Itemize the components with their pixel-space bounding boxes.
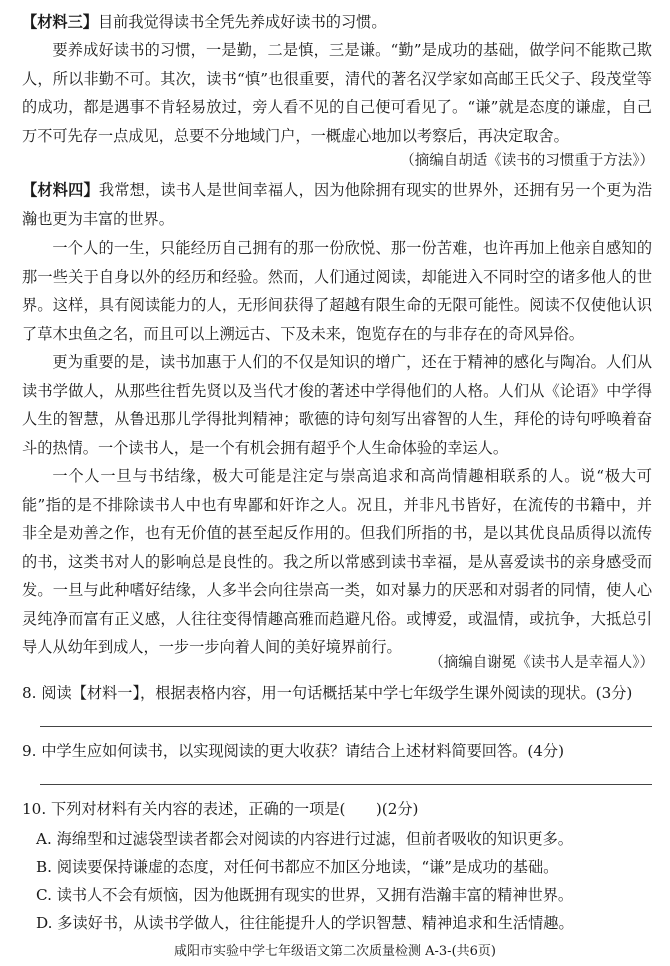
option-c[interactable]: C. 读书人不会有烦恼，因为他既拥有现实的世界，又拥有浩瀚丰富的精神世界。 xyxy=(36,886,574,904)
page-footer: 咸阳市实验中学七年级语文第二次质量检测 A-3-(共6页) xyxy=(174,944,496,959)
material4-source: （摘编自谢冕《读书人是幸福人》） xyxy=(429,655,654,671)
material3-intro-text: 目前我觉得读书全凭先养成好读书的习惯。 xyxy=(97,13,387,31)
material4-intro xyxy=(22,176,652,233)
answer-line-q8[interactable] xyxy=(40,726,652,727)
answer-line-q9[interactable] xyxy=(40,784,652,785)
question-8: 8. 阅读【材料一】，根据表格内容，用一句话概括某中学七年级学生课外阅读的现状。(3分) xyxy=(22,684,633,702)
option-a[interactable]: A. 海绵型和过滤袋型读者都会对阅读的内容进行过滤，但前者吸收的知识更多。 xyxy=(36,830,573,848)
material4-paragraph-2: 更为重要的是，读书加惠于人们的不仅是知识的增广，还在于精神的感化与陶冶。人们从读书学做人，从那些往哲先贤以及当代才俊的著述中学得他们的人格。人们从《论语》中学得人生的智慧，从鲁迅那儿学得批判精神；歌德的诗句刻写出睿智的人生，拜伦的诗句呼唤着奋斗的热情。一个读书人，是一个有机会拥有超乎个人生命体验的幸运人。 xyxy=(22,353,652,457)
material3-intro xyxy=(22,8,652,36)
material4-paragraph-3: 一个人一旦与书结缘，极大可能是注定与崇高追求和高尚情趣相联系的人。说“极大可能”指的是不排除读书人中也有卑鄙和奸诈之人。况且，并非凡书皆好，在流传的书籍中，并非全是劝善之作，也有无价值的甚至起反作用的。但我们所指的书，是以其优良品质得以流传的书，这类书对人的影响总是良性的。我之所以常感到读书幸福，是从喜爱读书的亲身感受而发。一旦与此种嗜好结缘，人多半会向往崇高一类，如对暴力的厌恶和对弱者的同情，使人心灵纯净而富有正义感，人往往变得情趣高雅而趋避凡俗。或博爱，或温情，或抗争，大抵总引导人从幼年到成人，一步一步向着人间的美好境界前行。 xyxy=(22,467,652,656)
option-d[interactable]: D. 多读好书，从读书学做人，往往能提升人的学识智慧、精神追求和生活情趣。 xyxy=(36,914,574,932)
material4-paragraph-1: 一个人的一生，只能经历自己拥有的那一份欣悦、那一份苦难，也许再加上他亲自感知的那一些关于自身以外的经历和经验。然而，人们通过阅读，却能进入不同时空的诸多他人的世界。这样，具有阅读能力的人，无形间获得了超越有限生命的无限可能性。阅读不仅使他认识了草木虫鱼之名，而且可以上溯远古、下及未来，饱览存在的与非存在的奇风异俗。 xyxy=(22,239,652,343)
material4-intro-text: 我常想，读书人是世间幸福人，因为他除拥有现实的世界外，还拥有另一个更为浩瀚也更为丰富的世界。 xyxy=(22,181,653,228)
material3-label: 【材料三】 xyxy=(22,13,98,31)
material3-source: （摘编自胡适《读书的习惯重于方法》） xyxy=(400,153,654,169)
question-9: 9. 中学生应如何读书，以实现阅读的更大收获？请结合上述材料简要回答。(4分) xyxy=(22,742,565,760)
material3-paragraph: 要养成好读书的习惯，一是勤，二是慎，三是谦。“勤”是成功的基础，做学问不能欺己欺人，所以非勤不可。其次，读书“慎”也很重要，清代的著名汉学家如高邮王氏父子、段茂堂等的成功，都是遇事不肯轻易放过，旁人看不见的自己便可看见了。“谦”就是态度的谦虚，自己万不可先存一点成见，总要不分地域门户，一概虚心地加以考察后，再决定取舍。 xyxy=(22,41,652,145)
question-10-stem: 10. 下列对材料有关内容的表述，正确的一项是( )(2分) xyxy=(22,800,419,818)
material4-label: 【材料四】 xyxy=(22,181,99,199)
option-b[interactable]: B. 阅读要保持谦虚的态度，对任何书都应不加区分地读，“谦”是成功的基础。 xyxy=(36,858,559,876)
